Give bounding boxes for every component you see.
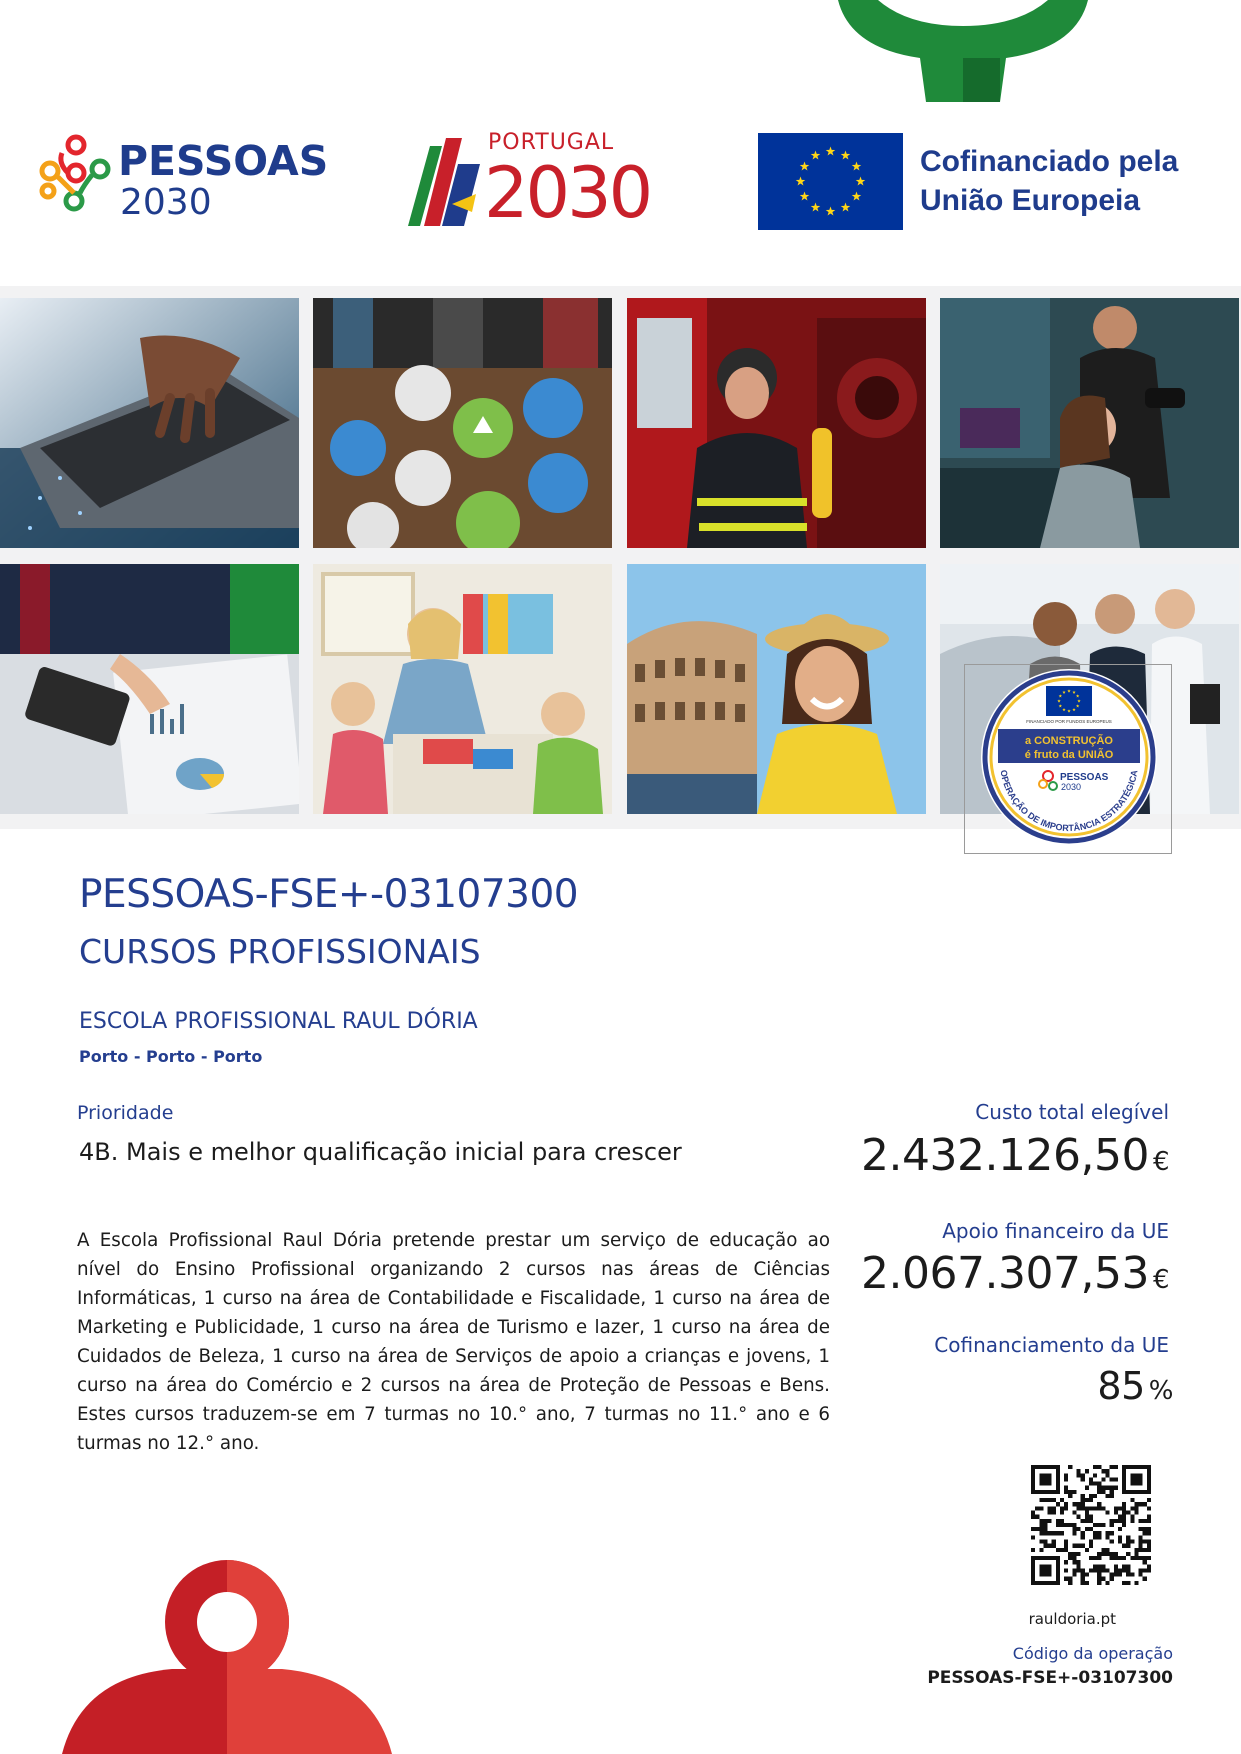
photo-firefighter xyxy=(627,298,926,548)
seal-funded-by: FINANCIADO POR FUNDOS EUROPEUS xyxy=(1026,719,1112,724)
percent-unit: % xyxy=(1148,1376,1173,1406)
operation-name: CURSOS PROFISSIONAIS xyxy=(79,932,481,971)
eu-support-label: Apoio financeiro da UE xyxy=(942,1219,1169,1243)
pessoas-people-icon xyxy=(34,133,116,221)
eu-cofinancing-value: 85 % xyxy=(1097,1364,1173,1408)
photo-colosseum-tourist xyxy=(627,564,926,814)
portugal-2030-logo xyxy=(402,130,672,234)
priority-value: 4B. Mais e melhor qualificação inicial para crescer xyxy=(79,1138,682,1166)
seal-brand: PESSOAS xyxy=(1060,772,1109,783)
portugal-flag-shapes-icon xyxy=(402,134,480,226)
operation-code-label: Código da operação xyxy=(1012,1644,1173,1663)
eu-text-line-2: União Europeia xyxy=(920,184,1141,217)
euro-unit: € xyxy=(1152,1147,1169,1177)
photo-laptop-typing xyxy=(0,298,299,548)
pessoas-wordmark: PESSOAS xyxy=(118,137,329,185)
operation-code-value: PESSOAS-FSE+-03107300 xyxy=(927,1668,1173,1688)
total-cost-value: 2.432.126,50 € xyxy=(861,1130,1169,1181)
operation-location: Porto - Porto - Porto xyxy=(79,1047,263,1066)
eu-support-value: 2.067.307,53 € xyxy=(861,1248,1169,1299)
total-cost-label: Custo total elegível xyxy=(975,1100,1169,1124)
portugal-year: 2030 xyxy=(484,152,651,234)
photo-accounting xyxy=(0,564,299,814)
photo-kindergarten xyxy=(313,564,612,814)
operation-code-title: PESSOAS-FSE+-03107300 xyxy=(79,872,579,917)
photo-hairdresser xyxy=(940,298,1239,548)
operation-description: A Escola Profissional Raul Dória pretende prestar um serviço de educação ao nível do Ensino Profissional organizando 2 cursos nas áreas de Ciências Informáticas, 1 curso na área de Contabilidade e Fiscalidade, 1 curso na área de Marketing e Publicidade, 1 curso na área de Turismo e lazer, 1 curso na área de Cuidados de Beleza, 1 curso na área de Serviços de apoio a crianças e jovens, 1 curso na área do Comércio e 2 cursos na área de Proteção de Pessoas e Bens. Estes cursos traduzem-se em 7 turmas no 10.° ano, 7 turmas no 11.° ano e 6 turmas no 12.° ano. xyxy=(77,1230,830,1454)
seal-line-2: é fruto da UNIÃO xyxy=(1024,749,1114,761)
eu-text-line-1: Cofinanciado pela xyxy=(920,145,1179,178)
eu-cofinanced-text xyxy=(920,142,1220,220)
pessoas-2030-logo xyxy=(34,133,329,223)
qr-code[interactable] xyxy=(1031,1465,1151,1585)
seal-ring-text: OPERAÇÃO DE IMPORTÂNCIA ESTRATÉGICA xyxy=(998,769,1140,834)
euro-unit: € xyxy=(1152,1265,1169,1295)
portugal-wordmark: PORTUGAL xyxy=(488,130,615,155)
eu-flag-icon xyxy=(758,133,903,230)
eu-cofinancing-label: Cofinanciamento da UE xyxy=(934,1333,1169,1357)
priority-label: Prioridade xyxy=(77,1102,174,1124)
strategic-operation-seal xyxy=(978,666,1160,848)
beneficiary-name: ESCOLA PROFISSIONAL RAUL DÓRIA xyxy=(79,1009,478,1034)
seal-line-1: a CONSTRUÇÃO xyxy=(1024,735,1114,747)
pessoas-year: 2030 xyxy=(120,182,212,223)
bottom-person-decoration xyxy=(62,1557,392,1754)
seal-year: 2030 xyxy=(1061,782,1082,792)
photo-team-icons xyxy=(313,298,612,548)
website-link[interactable]: rauldoria.pt xyxy=(1028,1610,1116,1628)
top-green-decoration xyxy=(838,0,1088,102)
